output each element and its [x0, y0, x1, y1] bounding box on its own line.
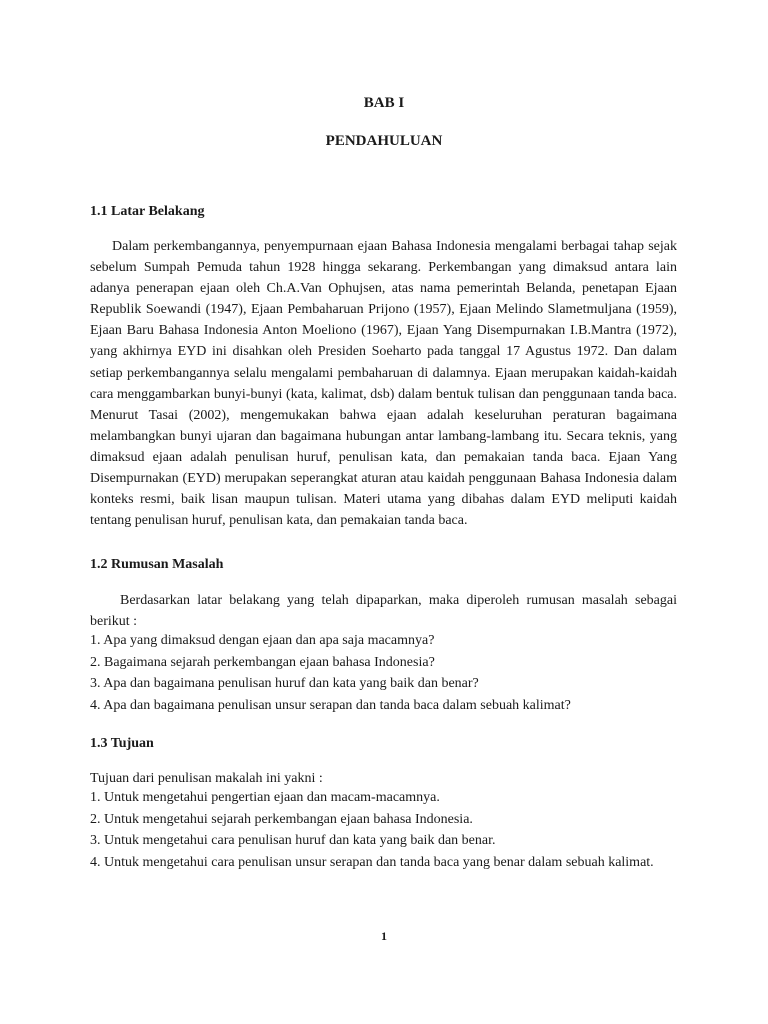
latar-belakang-paragraph: Dalam perkembangannya, penyempurnaan ejaan Bahasa Indonesia mengalami berbagai tahap sejak sebelum Sumpah Pemuda tahun 1928 hingga sekarang. Perkembangan yang dimaksud antara lain adanya penerapan ejaan oleh Ch.A.Van Ophujsen, atas nama pemerintah Belanda, penetapan Ejaan Republik Soewandi (1947), Ejaan Pembaharuan Prijono (1957), Ejaan Melindo Slametmuljana (1959), Ejaan Baru Bahasa Indonesia Anton Moeliono (1967), Ejaan Yang Disempurnakan I.B.Mantra (1972), yang akhirnya EYD ini disahkan oleh Presiden Soeharto pada tanggal 17 Agustus 1972. Dan dalam setiap perkembangannya selalu mengalami pembaharuan di dalamnya. Ejaan merupakan kaidah-kaidah cara menggambarkan bunyi-bunyi (kata, kalimat, dsb) dalam bentuk tulisan dan penggunaan tanda baca. Menurut Tasai (2002), mengemukakan bahwa ejaan adalah keseluruhan peraturan bagaimana melambangkan bunyi ujaran dan bagaimana hubungan antar lambang-lambang itu. Secara teknis, yang dimaksud ejaan adalah penulisan huruf, penulisan kata, dan pemakaian tanda baca. Ejaan Yang Disempurnakan (EYD) merupakan seperangkat aturan atau kaidah penggunaan Bahasa Indonesia dalam konteks resmi, baik lisan maupun tulisan. Materi utama yang dibahas dalam EYD meliputi kaidah tentang penulisan huruf, penulisan kata, dan pemakaian tanda baca.: [90, 239, 677, 529]
chapter-number: BAB I: [363, 95, 405, 111]
list-item: 2. Untuk mengetahui sejarah perkembangan ejaan bahasa Indonesia.: [90, 811, 473, 827]
list-item: 2. Bagaimana sejarah perkembangan ejaan bahasa Indonesia?: [90, 654, 435, 670]
list-item: 1. Apa yang dimaksud dengan ejaan dan apa saja macamnya?: [90, 633, 435, 648]
list-item: 1. Untuk mengetahui pengertian ejaan dan macam-macamnya.: [90, 790, 440, 805]
rumusan-masalah-intro: Berdasarkan latar belakang yang telah dipaparkan, maka diperoleh rumusan masalah sebagai berikut :: [90, 593, 677, 630]
page-number: 1: [381, 929, 387, 943]
list-item: 4. Untuk mengetahui cara penulisan unsur serapan dan tanda baca yang benar dalam sebuah kalimat.: [90, 854, 654, 870]
list-item: 3. Untuk mengetahui cara penulisan huruf dan kata yang baik dan benar.: [90, 833, 496, 849]
chapter-title: PENDAHULUAN: [325, 133, 443, 149]
section-heading-rumusan-masalah: 1.2 Rumusan Masalah: [90, 557, 224, 572]
tujuan-list: [90, 787, 677, 873]
list-item: 3. Apa dan bagaimana penulisan huruf dan kata yang baik dan benar?: [90, 676, 479, 692]
section-heading-tujuan: 1.3 Tujuan: [90, 736, 154, 751]
section-heading-latar-belakang: 1.1 Latar Belakang: [90, 204, 205, 219]
tujuan-intro: Tujuan dari penulisan makalah ini yakni :: [90, 771, 323, 786]
list-item: 4. Apa dan bagaimana penulisan unsur serapan dan tanda baca dalam sebuah kalimat?: [90, 697, 571, 713]
rumusan-masalah-list: [90, 630, 680, 716]
